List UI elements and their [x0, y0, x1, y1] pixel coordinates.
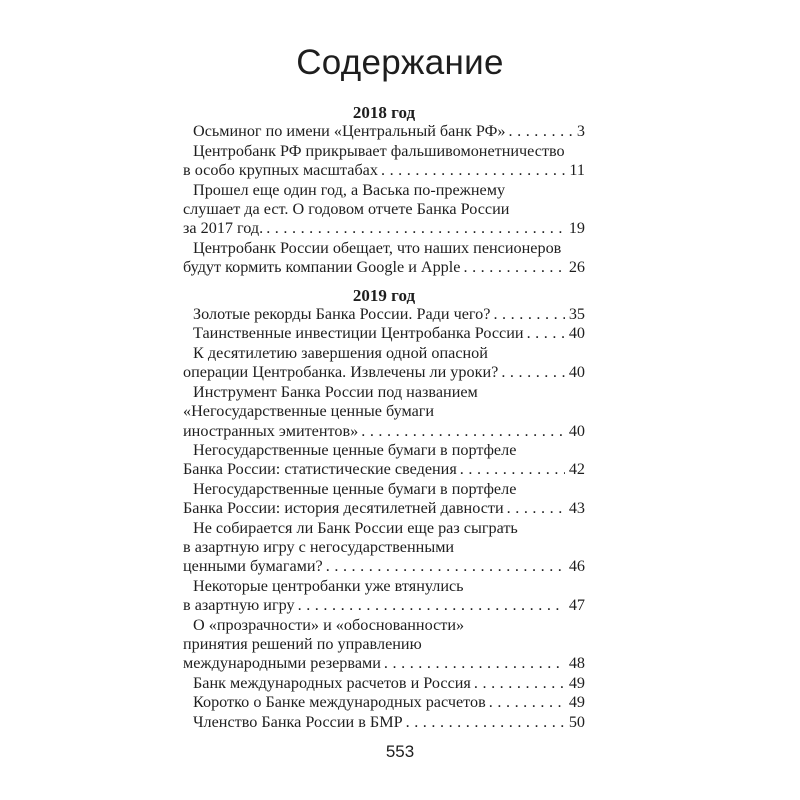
- toc-page-number: 49: [568, 673, 585, 692]
- toc-entry-line: Таинственные инвестиции Центробанка России: [193, 324, 524, 343]
- toc-page-number: 48: [568, 654, 585, 673]
- toc-entry[interactable]: [183, 713, 585, 732]
- toc-page-number: 49: [568, 693, 585, 712]
- toc-entry[interactable]: [183, 383, 585, 441]
- dot-leader: [460, 258, 564, 277]
- toc-entry-line: Инструмент Банка России под названием: [193, 382, 478, 401]
- toc-entry-last-line: [183, 305, 585, 324]
- toc-page-number: 47: [568, 596, 585, 615]
- toc-entry-last-line: [183, 557, 585, 576]
- toc-entry-line: Прошел еще один год, а Васька по-прежнему: [193, 180, 506, 199]
- toc-entry[interactable]: [183, 480, 585, 519]
- toc-entry[interactable]: [183, 122, 585, 141]
- dot-leader: [323, 557, 565, 576]
- toc-entry-line: Осьминог по имени «Центральный банк РФ»: [193, 122, 506, 141]
- dot-leader: [358, 422, 565, 441]
- toc-entry-line: Негосударственные ценные бумаги в портфеле: [193, 440, 517, 459]
- toc-entry[interactable]: [183, 616, 585, 674]
- toc-entry-line: К десятилетию завершения одной опасной: [193, 343, 488, 362]
- dot-leader: [498, 363, 565, 382]
- toc-entry-line: Не собирается ли Банк России еще раз сыграть: [193, 518, 518, 537]
- dot-leader: [471, 674, 565, 693]
- toc-entry[interactable]: [183, 181, 585, 239]
- toc-entry-last-line: [183, 161, 585, 180]
- toc-page-number: 46: [568, 557, 585, 576]
- toc-entry-last-line: [183, 122, 585, 141]
- toc-entry-line: Коротко о Банке международных расчетов: [193, 693, 486, 712]
- toc-entry-line: слушает да ест. О годовом отчете Банка России: [183, 200, 510, 219]
- toc-entry-last-line: [183, 363, 585, 382]
- page-title: Содержание: [296, 43, 504, 83]
- toc-entry-last-line: [183, 324, 585, 343]
- toc-entry[interactable]: [183, 324, 585, 343]
- toc-entry-line: Банка России: статистические сведения: [183, 460, 457, 479]
- dot-leader: [504, 499, 565, 518]
- toc-entry-line: Некоторые центробанки уже втянулись: [193, 576, 464, 595]
- toc-entry[interactable]: [183, 441, 585, 480]
- toc-entry-last-line: [183, 596, 585, 615]
- toc-entry-line: Золотые рекорды Банка России. Ради чего?: [193, 305, 491, 324]
- toc-page-number: 43: [568, 499, 585, 518]
- toc-entry[interactable]: [183, 693, 585, 712]
- toc-entry-line: будут кормить компании Google и Apple: [183, 258, 461, 277]
- toc-entry[interactable]: [183, 344, 585, 383]
- toc-entry-last-line: [183, 422, 585, 441]
- toc-entry-line: в азартную игру: [183, 596, 295, 615]
- toc-entry-line: Банка России: история десятилетней давности: [183, 499, 504, 518]
- dot-leader: [506, 122, 573, 141]
- dot-leader: [403, 713, 565, 732]
- toc-entry-line: иностранных эмитентов»: [183, 421, 359, 440]
- toc-entry-last-line: [183, 693, 585, 712]
- toc-page-number: 3: [576, 122, 585, 141]
- toc-entry-line: Банк международных расчетов и Россия: [193, 673, 471, 692]
- toc-page-number: 35: [568, 305, 585, 324]
- dot-leader: [378, 161, 565, 180]
- toc-page-number: 42: [568, 460, 585, 479]
- dot-leader: [381, 654, 565, 673]
- toc-entry-line: О «прозрачности» и «обоснованности»: [193, 615, 465, 634]
- toc-entry[interactable]: [183, 305, 585, 324]
- toc-entry-last-line: [183, 713, 585, 732]
- dot-leader: [457, 460, 565, 479]
- toc-entry-line: «Негосударственные ценные бумаги: [183, 402, 435, 421]
- toc-page-number: 19: [568, 219, 585, 238]
- dot-leader: [486, 693, 565, 712]
- toc-entry-line: в особо крупных масштабах: [183, 161, 378, 180]
- toc-entry-last-line: [183, 219, 585, 238]
- toc-entry-last-line: [183, 674, 585, 693]
- dot-leader: [524, 324, 565, 343]
- toc-page-number: 40: [568, 421, 585, 440]
- toc-page-number: 40: [568, 363, 585, 382]
- toc-entry-line: ценными бумагами?: [183, 557, 323, 576]
- toc-entry-last-line: [183, 258, 585, 277]
- dot-leader: [263, 219, 565, 238]
- toc-entry-line: в азартную игру с негосударственными: [183, 537, 455, 556]
- toc-entry-line: международными резервами: [183, 654, 381, 673]
- toc-entry-line: Центробанк РФ прикрывает фальшивомонетничество: [193, 141, 565, 160]
- toc-entry-line: операции Центробанка. Извлечены ли уроки?: [183, 363, 499, 382]
- dot-leader: [490, 305, 564, 324]
- toc-entry-last-line: [183, 460, 585, 479]
- dot-leader: [295, 596, 565, 615]
- toc-entry-line: Негосударственные ценные бумаги в портфеле: [193, 479, 517, 498]
- toc-entry-line: Центробанк России обещает, что наших пенсионеров: [193, 238, 562, 257]
- toc-entry[interactable]: [183, 577, 585, 616]
- toc-entry-last-line: [183, 654, 585, 673]
- table-of-contents: [183, 103, 585, 732]
- section-heading: 2018 год: [352, 103, 416, 122]
- toc-entry[interactable]: [183, 519, 585, 577]
- toc-page-number: 50: [568, 712, 585, 731]
- toc-entry[interactable]: [183, 142, 585, 181]
- page-number: 553: [385, 742, 415, 761]
- toc-entry-last-line: [183, 499, 585, 518]
- toc-entry-line: Членство Банка России в БМР: [193, 712, 403, 731]
- toc-page-number: 26: [568, 258, 585, 277]
- toc-entry[interactable]: [183, 674, 585, 693]
- toc-entry[interactable]: [183, 239, 585, 278]
- toc-page-number: 11: [569, 161, 585, 180]
- toc-entry-line: принятия решений по управлению: [183, 634, 422, 653]
- toc-page-number: 40: [568, 324, 585, 343]
- section-heading: 2019 год: [352, 285, 416, 305]
- toc-entry-line: за 2017 год.: [183, 219, 264, 238]
